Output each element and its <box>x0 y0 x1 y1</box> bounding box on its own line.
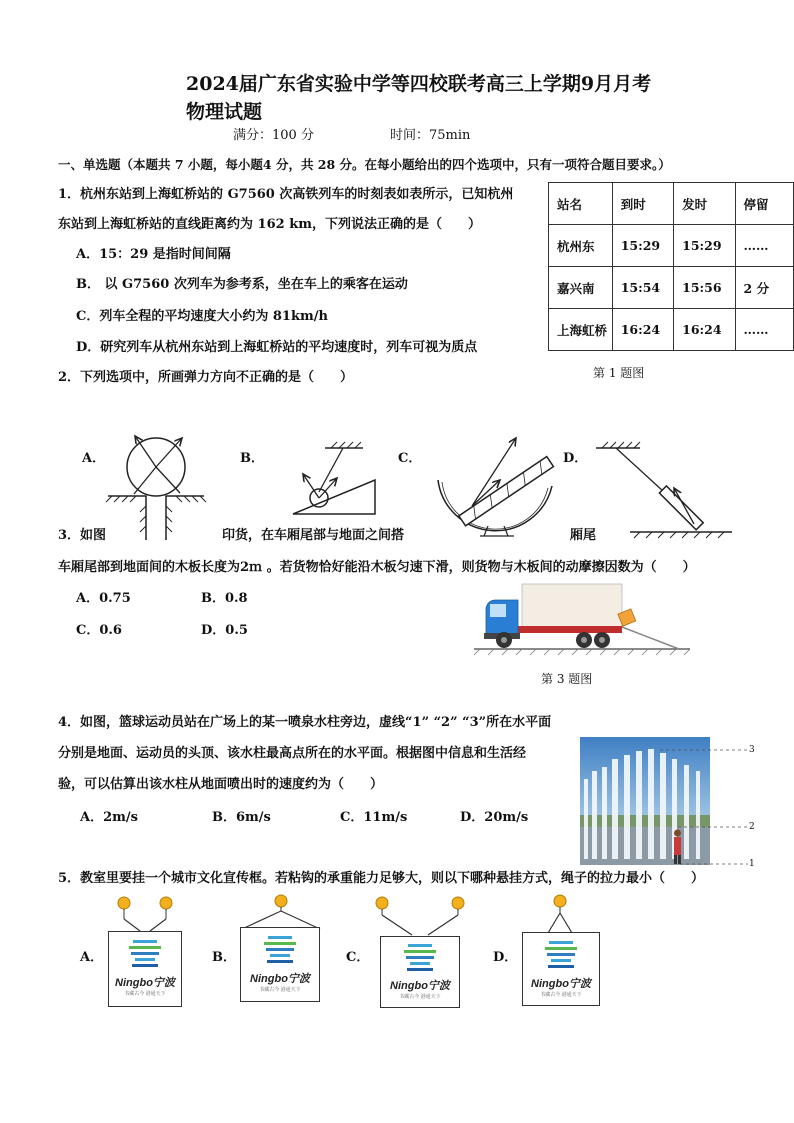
q5-label-b: B． <box>212 950 236 965</box>
q2-label-b: B． <box>240 451 264 466</box>
q5-label-c: C． <box>346 950 370 965</box>
table-header: 到时 <box>612 183 673 225</box>
table-header: 站名 <box>549 183 613 225</box>
q5-frame-b <box>240 927 320 1002</box>
score-info: 满分：100 分 <box>233 128 314 143</box>
q2-label-d: D． <box>563 451 588 466</box>
time-info: 时间：75min <box>390 128 471 143</box>
q4-fountain-photo <box>580 737 770 872</box>
logo-subtext: 书藏古今 港通天下 <box>259 987 301 993</box>
stripes-logo-icon <box>129 940 161 970</box>
q5-frame-c <box>380 936 460 1008</box>
table-cell: 15:56 <box>674 267 735 309</box>
q3-option-a: A．0.75 <box>76 591 131 606</box>
q5-hook-c <box>372 893 472 938</box>
q2-figure-a <box>100 430 210 540</box>
q4-mark-2: 2 <box>749 822 755 832</box>
q1-option-d: D．研究列车从杭州东站到上海虹桥站的平均速度时，列车可视为质点 <box>76 340 478 355</box>
page-subtitle: 物理试题 <box>186 101 263 123</box>
table-header: 停留 <box>735 183 793 225</box>
logo-text: Ningbo宁波 <box>115 977 175 989</box>
q4-option-a: A．2m/s <box>80 810 138 825</box>
q5-label-a: A． <box>80 950 104 965</box>
table-cell: 16:24 <box>674 309 735 351</box>
q4-stem-line1: 4．如图，篮球运动员站在广场上的某一喷泉水柱旁边，虚线“1” “2” “3”所在水平面 <box>58 715 552 730</box>
table-cell: 嘉兴南 <box>549 267 613 309</box>
q1-option-a: A．15：29 是指时间间隔 <box>76 247 231 262</box>
q5-frame-a <box>108 931 182 1007</box>
q1-caption: 第 1 题图 <box>593 366 645 380</box>
timetable <box>548 182 794 351</box>
q4-stem-line2: 分别是地面、运动员的头顶、该水柱最高点所在的水平面。根据图中信息和生活经 <box>58 746 527 761</box>
table-cell: …… <box>735 309 793 351</box>
q2-stem: 2．下列选项中，所画弹力方向不正确的是（ ） <box>58 370 354 385</box>
q5-stem: 5．教室里要挂一个城市文化宣传框。若粘钩的承重能力足够大，则以下哪种悬挂方式，绳子的拉力最小（ ） <box>58 871 705 886</box>
q3-stem-part3: 厢尾 <box>570 528 597 543</box>
table-cell: …… <box>735 225 793 267</box>
table-cell: 上海虹桥 <box>549 309 613 351</box>
q1-stem-line1: 1．杭州东站到上海虹桥站的 G7560 次高铁列车的时刻表如表所示，已知杭州 <box>58 187 514 202</box>
logo-text: Ningbo宁波 <box>250 973 310 985</box>
q3-stem-part2: 印货，在车厢尾部与地面之间搭 <box>222 528 405 543</box>
q4-stem-line3: 验，可以估算出该水柱从地面喷出时的速度约为（ ） <box>58 777 384 792</box>
q2-figure-b <box>285 440 385 520</box>
table-cell: 15:29 <box>674 225 735 267</box>
q3-option-b: B．0.8 <box>201 591 248 606</box>
logo-text: Ningbo宁波 <box>531 978 591 990</box>
stripes-logo-icon <box>404 944 436 974</box>
q3-stem-part1: 3．如图 <box>58 528 107 543</box>
stripes-logo-icon <box>264 936 296 966</box>
table-row <box>549 225 794 267</box>
q5-label-d: D． <box>493 950 518 965</box>
q5-frame-d <box>522 932 600 1006</box>
q1-option-c: C．列车全程的平均速度大小约为 81km/h <box>76 309 328 324</box>
q2-label-a: A． <box>82 451 106 466</box>
q1-option-b: B． 以 G7560 次列车为参考系，坐在车上的乘客在运动 <box>76 277 408 292</box>
table-cell: 15:54 <box>612 267 673 309</box>
stripes-logo-icon <box>545 941 577 971</box>
q4-option-d: D．20m/s <box>460 810 529 825</box>
q2-figure-c <box>432 430 562 542</box>
q3-stem-line2: 车厢尾部到地面间的木板长度为2ｍ 。若货物恰好能沿木板匀速下滑，则货物与木板间的动摩擦因数为（ ） <box>58 560 696 575</box>
table-row <box>549 309 794 351</box>
page-title: 2024届广东省实验中学等四校联考高三上学期9月月考 <box>186 73 652 95</box>
q2-figure-d <box>590 440 740 545</box>
q3-option-c: C．0.6 <box>76 623 122 638</box>
table-cell: 15:29 <box>612 225 673 267</box>
table-header-row <box>549 183 794 225</box>
logo-text: Ningbo宁波 <box>390 980 450 992</box>
logo-subtext: 书藏古今 港通天下 <box>399 994 441 1000</box>
table-cell: 杭州东 <box>549 225 613 267</box>
table-header: 发时 <box>674 183 735 225</box>
logo-subtext: 书藏古今 港通天下 <box>124 991 166 997</box>
q3-truck-figure <box>474 578 694 660</box>
table-row <box>549 267 794 309</box>
table-cell: 16:24 <box>612 309 673 351</box>
logo-subtext: 书藏古今 港通天下 <box>540 992 582 998</box>
q2-label-c: C． <box>398 451 422 466</box>
section-heading: 一、单选题（本题共 7 小题，每小题4 分，共 28 分。在每小题给出的四个选项中，只有一项符合题目要求。） <box>58 157 671 172</box>
q4-mark-3: 3 <box>749 745 755 755</box>
q4-option-c: C．11m/s <box>340 810 408 825</box>
table-cell: 2 分 <box>735 267 793 309</box>
q4-option-b: B．6m/s <box>212 810 271 825</box>
q3-caption: 第 3 题图 <box>541 672 593 686</box>
q3-option-d: D．0.5 <box>201 623 248 638</box>
q1-stem-line2: 东站到上海虹桥站的直线距离约为 162 km，下列说法正确的是（ ） <box>58 217 481 232</box>
q4-mark-1: 1 <box>749 859 755 869</box>
